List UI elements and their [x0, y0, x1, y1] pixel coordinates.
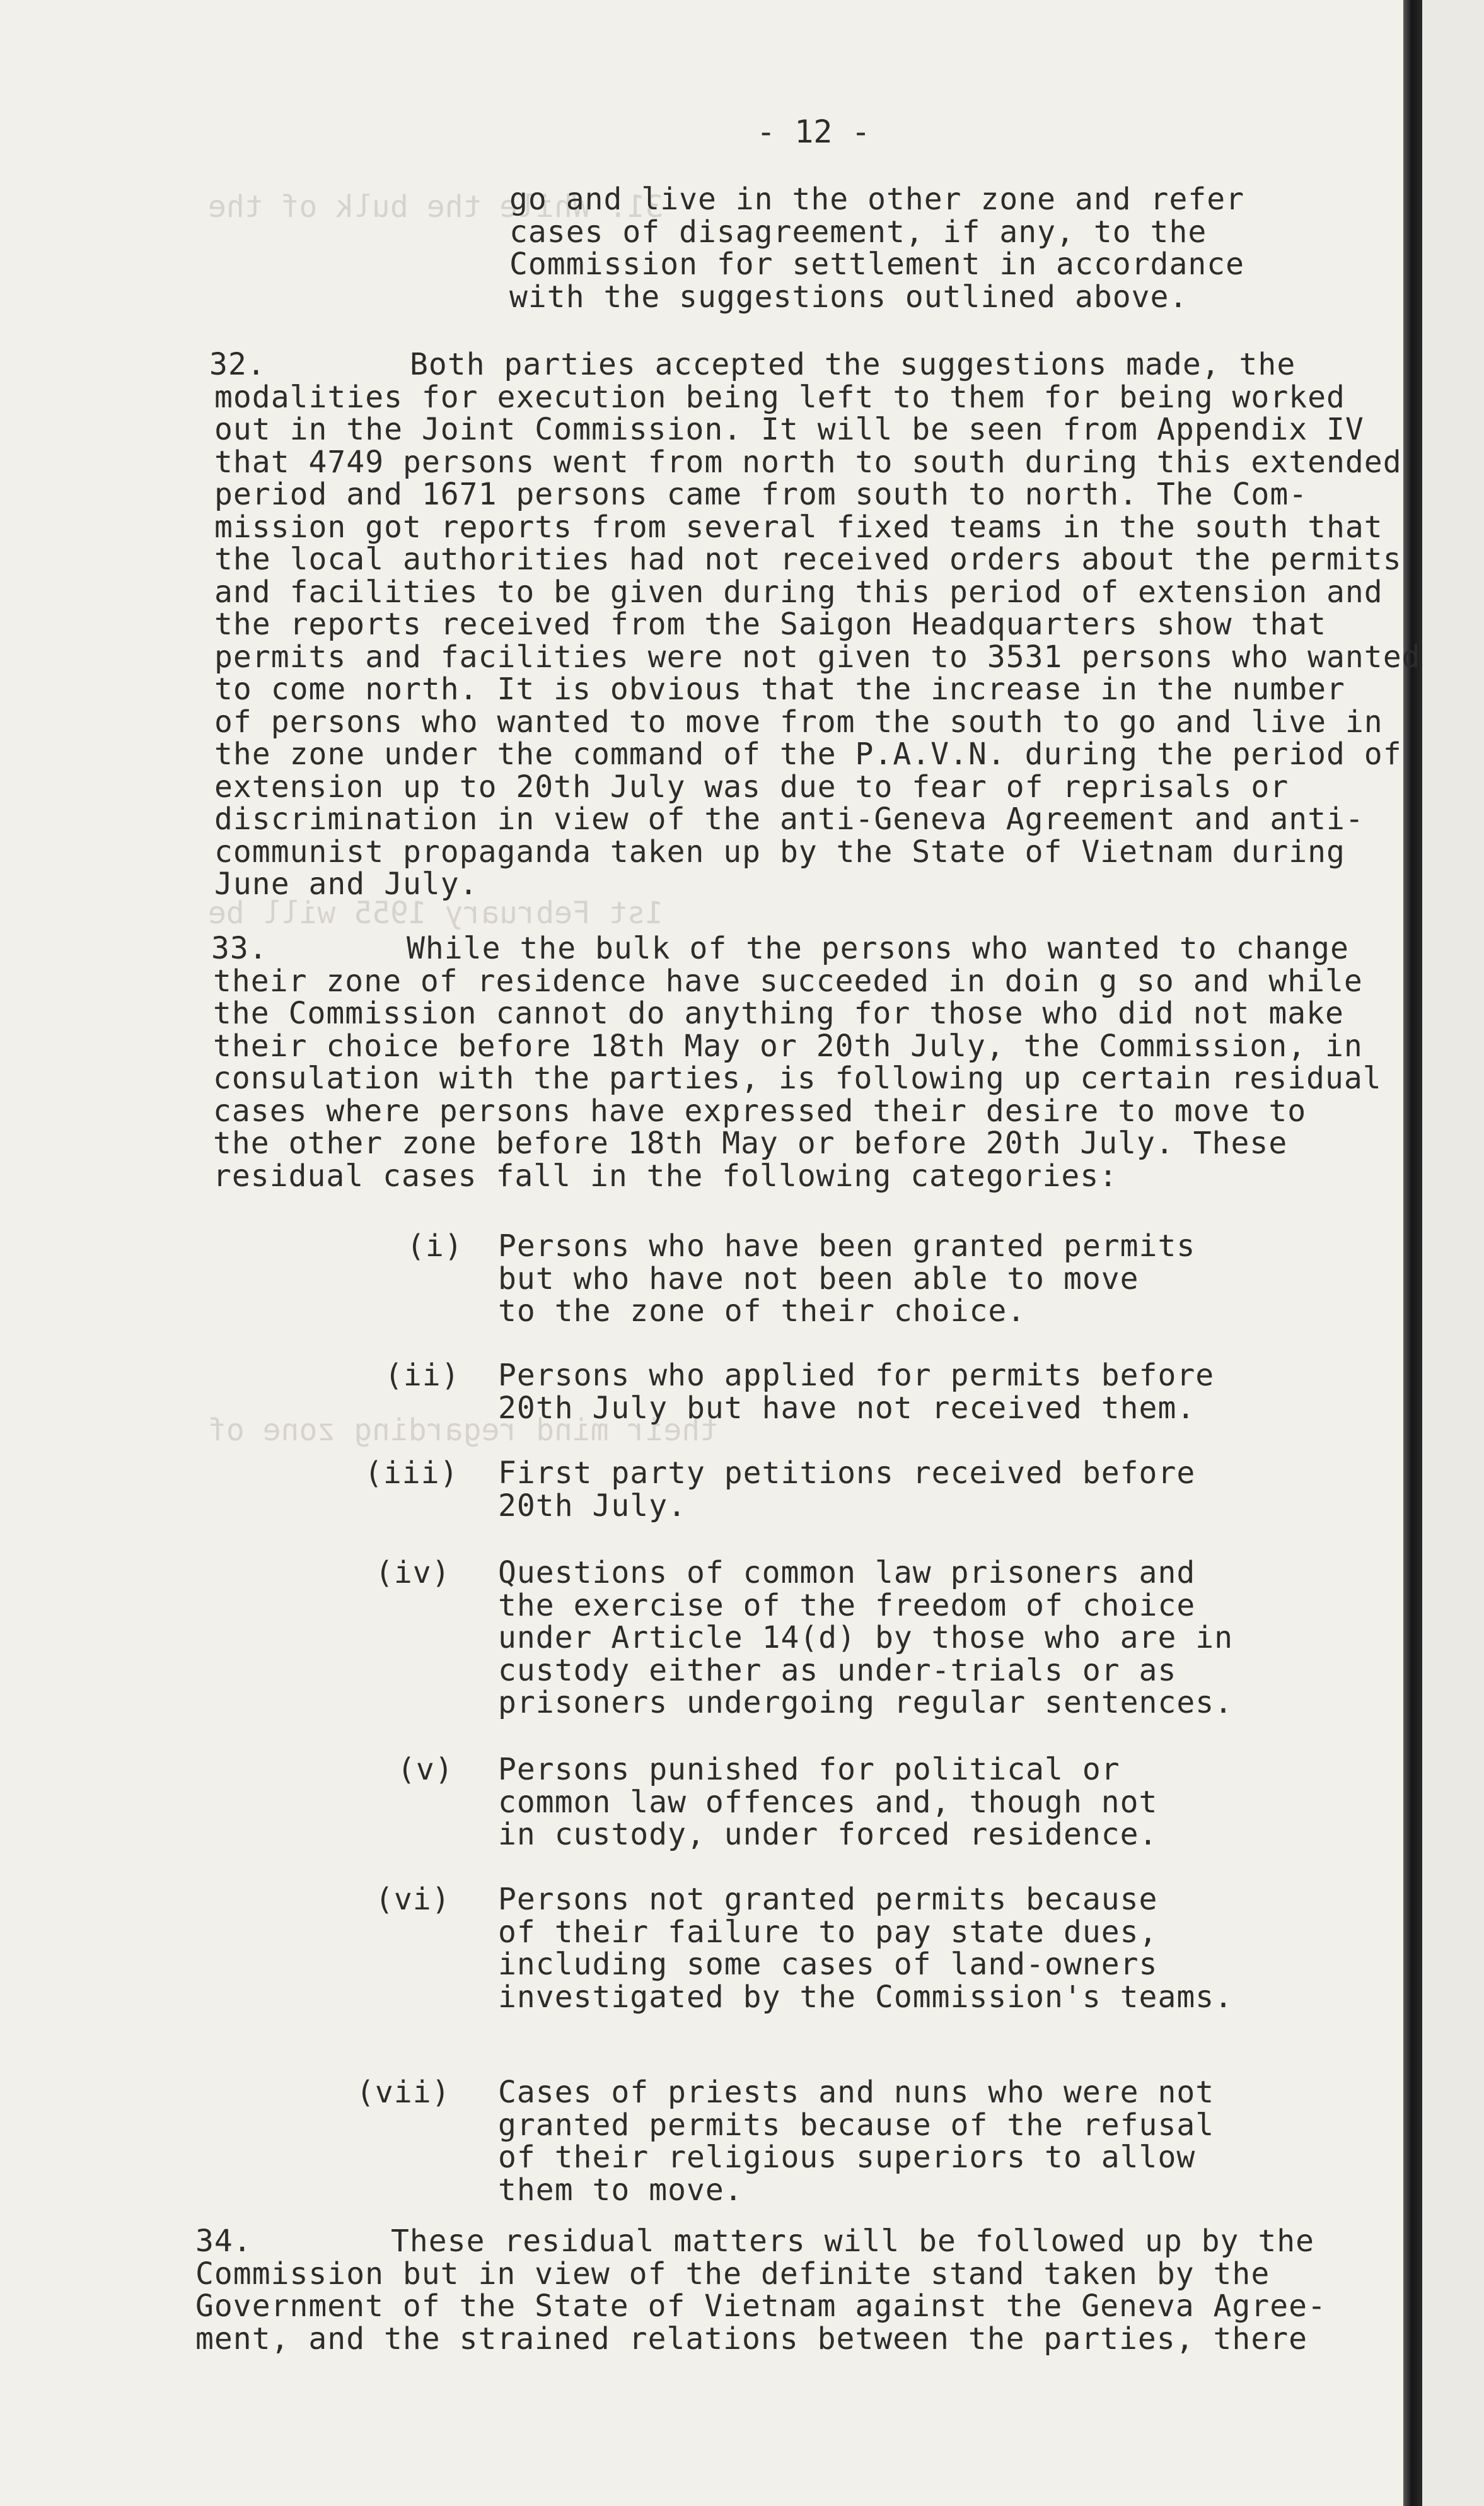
category-line: Persons who have been granted permits — [498, 1228, 1196, 1264]
paragraph-number: 32. — [209, 347, 266, 382]
paragraph-line: the reports received from the Saigon Headquarters show that — [214, 607, 1327, 642]
category-line: 20th July. — [498, 1488, 687, 1524]
category-label: (ii) — [385, 1358, 460, 1393]
category-line: custody either as under-trials or as — [498, 1652, 1177, 1688]
category-line: of their religious superiors to allow — [498, 2140, 1196, 2175]
category-line: under Article 14(d) by those who are in — [498, 1620, 1234, 1655]
category-line: granted permits because of the refusal — [498, 2107, 1215, 2143]
paragraph-line: Commission but in view of the definite stand taken by the — [195, 2256, 1270, 2292]
category-line: First party petitions received before — [498, 1455, 1196, 1491]
category-line: investigated by the Commission's teams. — [498, 1979, 1234, 2015]
paragraph-line: out in the Joint Commission. It will be seen from Appendix IV — [214, 412, 1364, 447]
show-through-text: 31. While the bulk of the — [208, 189, 664, 224]
paragraph-line: These residual matters will be followed up by the — [391, 2223, 1315, 2259]
show-through-text: their mind regarding zone of — [208, 1413, 719, 1448]
paragraph-line: communist propaganda taken up by the State of Vietnam during — [214, 834, 1345, 870]
category-line: 20th July but have not received them. — [498, 1390, 1196, 1426]
paragraph-line: that 4749 persons went from north to south during this extended — [214, 444, 1402, 480]
paragraph-line: Government of the State of Vietnam against the Geneva Agree- — [195, 2288, 1326, 2324]
paragraph-line: ment, and the strained relations between the parties, there — [195, 2321, 1308, 2357]
category-line: but who have not been able to move — [498, 1261, 1139, 1297]
paragraph-line: the other zone before 18th May or before 20th July. These — [213, 1126, 1288, 1161]
category-line: including some cases of land-owners — [498, 1947, 1158, 1982]
paragraph-line: cases where persons have expressed their desire to move to — [213, 1093, 1307, 1129]
paragraph-line: go and live in the other zone and refer — [509, 182, 1245, 217]
category-line: of their failure to pay state dues, — [498, 1914, 1158, 1950]
category-line: to the zone of their choice. — [498, 1293, 1026, 1329]
category-label: (v) — [397, 1752, 454, 1787]
paragraph-line: their choice before 18th May or 20th July, the Commission, in — [213, 1028, 1363, 1064]
category-label: (vii) — [356, 2075, 451, 2110]
category-line: common law offences and, though not — [498, 1784, 1158, 1820]
paragraph-number: 34. — [195, 2223, 252, 2259]
category-line: Questions of common law prisoners and — [498, 1555, 1196, 1590]
paragraph-line: June and July. — [214, 866, 478, 902]
binding-shadow — [1403, 0, 1422, 2506]
paragraph-line: residual cases fall in the following categories: — [213, 1158, 1118, 1194]
category-line: Cases of priests and nuns who were not — [498, 2075, 1215, 2110]
paragraph-line: with the suggestions outlined above. — [509, 279, 1188, 315]
category-line: prisoners undergoing regular sentences. — [498, 1685, 1234, 1720]
paragraph-number: 33. — [211, 931, 268, 966]
paragraph-line: modalities for execution being left to them for being worked — [214, 379, 1345, 415]
paragraph-line: permits and facilities were not given to 3531 persons who wanted — [214, 639, 1421, 675]
adjacent-page-edge — [1422, 0, 1484, 2506]
paragraph-line: While the bulk of the persons who wanted to change — [407, 931, 1349, 966]
paragraph-line: the local authorities had not received orders about the permits — [214, 542, 1402, 577]
category-line: Persons who applied for permits before — [498, 1358, 1215, 1393]
category-label: (iii) — [364, 1455, 459, 1491]
paragraph-line: their zone of residence have succeeded in doin g so and while — [213, 963, 1363, 999]
category-line: the exercise of the freedom of choice — [498, 1587, 1196, 1623]
category-line: Persons not granted permits because — [498, 1882, 1158, 1917]
page-number: - 12 - — [756, 114, 871, 150]
category-line: Persons punished for political or — [498, 1752, 1120, 1787]
category-line: in custody, under forced residence. — [498, 1817, 1158, 1852]
paragraph-line: to come north. It is obvious that the increase in the number — [214, 672, 1345, 707]
category-line: them to move. — [498, 2172, 743, 2208]
paragraph-line: Both parties accepted the suggestions made, the — [410, 347, 1296, 382]
category-label: (vi) — [375, 1882, 451, 1917]
paragraph-line: cases of disagreement, if any, to the — [509, 214, 1207, 250]
paragraph-line: the zone under the command of the P.A.V.N. during the period of — [214, 737, 1402, 772]
paragraph-line: mission got reports from several fixed teams in the south that — [214, 509, 1383, 545]
paragraph-line: period and 1671 persons came from south to north. The Com- — [214, 477, 1308, 512]
show-through-text: 1st February 1955 will be — [208, 895, 664, 931]
paragraph-line: Commission for settlement in accordance — [509, 247, 1245, 282]
paragraph-line: extension up to 20th July was due to fear of reprisals or — [214, 769, 1289, 805]
category-label: (iv) — [375, 1555, 451, 1590]
paragraph-line: and facilities to be given during this period of extension and — [214, 574, 1383, 610]
paragraph-line: the Commission cannot do anything for those who did not make — [213, 996, 1344, 1031]
category-label: (i) — [407, 1228, 463, 1264]
paragraph-line: discrimination in view of the anti-Geneva Agreement and anti- — [214, 801, 1364, 837]
paragraph-line: consulation with the parties, is following up certain residual — [213, 1061, 1382, 1096]
paragraph-line: of persons who wanted to move from the south to go and live in — [214, 704, 1383, 740]
